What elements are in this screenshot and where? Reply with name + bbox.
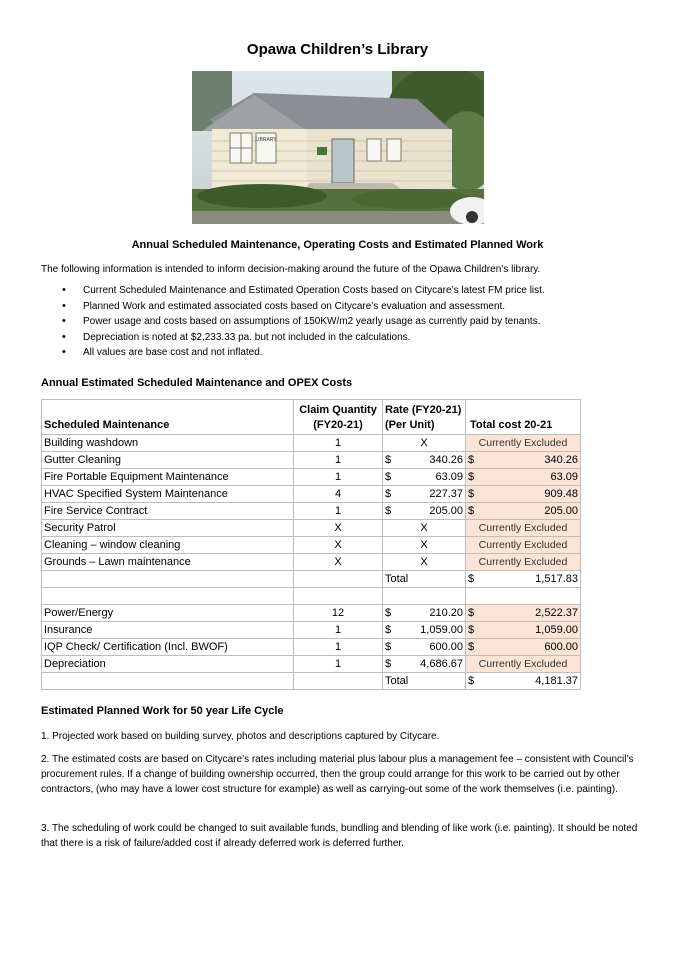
currency-symbol: $ bbox=[385, 453, 392, 466]
rate-amount bbox=[385, 487, 463, 502]
item-name-cell bbox=[42, 537, 294, 554]
excluded-label: Currently Excluded bbox=[478, 657, 568, 670]
total-cell bbox=[466, 656, 581, 673]
quantity-value: 1 bbox=[334, 453, 342, 466]
total-amount bbox=[468, 504, 578, 519]
total-cell bbox=[466, 503, 581, 520]
grand-total-cell bbox=[466, 673, 581, 690]
item-name: Building washdown bbox=[44, 436, 139, 449]
spacer-row bbox=[42, 588, 581, 605]
quantity-cell bbox=[294, 622, 383, 639]
rate-amount bbox=[385, 504, 463, 519]
item-name-cell bbox=[42, 554, 294, 571]
rate-cell bbox=[383, 605, 466, 622]
rate-amount bbox=[385, 470, 463, 485]
quantity-value: 1 bbox=[334, 470, 342, 483]
list-item: • Current Scheduled Maintenance and Estimated Operation Costs based on Citycare’s latest FM price list. bbox=[41, 283, 545, 299]
quantity-value: 1 bbox=[334, 623, 342, 636]
amount-value: 210.20 bbox=[429, 606, 463, 619]
currency-symbol: $ bbox=[468, 572, 475, 585]
quantity-value: 4 bbox=[334, 487, 342, 500]
total-label-cell bbox=[383, 571, 466, 588]
item-name: Power/Energy bbox=[44, 606, 114, 619]
total-row bbox=[42, 673, 581, 690]
table-row bbox=[42, 656, 581, 673]
item-name-cell bbox=[42, 639, 294, 656]
total-cell bbox=[466, 486, 581, 503]
currency-symbol: $ bbox=[468, 470, 475, 483]
list-item: • Planned Work and estimated associated costs based on Citycare’s evaluation and assessment. bbox=[41, 299, 545, 315]
table-header-row bbox=[42, 400, 581, 435]
total-amount bbox=[468, 470, 578, 485]
blank-cell bbox=[42, 571, 294, 588]
total-cell bbox=[466, 435, 581, 452]
blank-cell bbox=[383, 588, 466, 605]
table-row bbox=[42, 622, 581, 639]
amount-value: 205.00 bbox=[544, 504, 578, 517]
currency-symbol: $ bbox=[385, 640, 392, 653]
rate-cell bbox=[383, 435, 466, 452]
total-label: Total bbox=[385, 674, 409, 687]
quantity-value: 12 bbox=[331, 606, 345, 619]
table-row bbox=[42, 520, 581, 537]
excluded-label: Currently Excluded bbox=[478, 555, 568, 568]
rate-value: X bbox=[420, 555, 428, 568]
amount-value: 4,181.37 bbox=[535, 674, 578, 687]
amount-value: 340.26 bbox=[544, 453, 578, 466]
blank-cell bbox=[42, 588, 294, 605]
currency-symbol: $ bbox=[385, 487, 392, 500]
total-cell bbox=[466, 639, 581, 656]
item-name-cell bbox=[42, 435, 294, 452]
section-heading: Annual Scheduled Maintenance, Operating Costs and Estimated Planned Work bbox=[131, 239, 544, 251]
currency-symbol: $ bbox=[385, 504, 392, 517]
blank-cell bbox=[294, 588, 383, 605]
currency-symbol: $ bbox=[468, 640, 475, 653]
table-row bbox=[42, 537, 581, 554]
quantity-value: 1 bbox=[334, 504, 342, 517]
total-cell bbox=[466, 537, 581, 554]
currency-symbol: $ bbox=[468, 623, 475, 636]
currency-symbol: $ bbox=[385, 657, 392, 670]
rate-amount bbox=[385, 657, 463, 672]
item-name-cell bbox=[42, 469, 294, 486]
total-amount bbox=[468, 623, 578, 638]
rate-value: X bbox=[420, 521, 428, 534]
quantity-cell bbox=[294, 554, 383, 571]
quantity-cell bbox=[294, 605, 383, 622]
list-item: • All values are base cost and not inflated. bbox=[41, 345, 545, 361]
grand-total-amount bbox=[468, 674, 578, 689]
header-text: (FY20-21) bbox=[313, 419, 363, 431]
item-name-cell bbox=[42, 622, 294, 639]
rate-cell bbox=[383, 622, 466, 639]
item-name: Security Patrol bbox=[44, 521, 116, 534]
amount-value: 1,059.00 bbox=[535, 623, 578, 636]
total-row bbox=[42, 571, 581, 588]
total-cell bbox=[466, 469, 581, 486]
quantity-cell bbox=[294, 452, 383, 469]
total-cell bbox=[466, 622, 581, 639]
table-row bbox=[42, 605, 581, 622]
currency-symbol: $ bbox=[468, 453, 475, 466]
quantity-value: X bbox=[334, 521, 342, 534]
item-name-cell bbox=[42, 486, 294, 503]
item-name-cell bbox=[42, 503, 294, 520]
quantity-cell bbox=[294, 503, 383, 520]
table-row bbox=[42, 639, 581, 656]
header-text: (Per Unit) bbox=[385, 419, 435, 431]
rate-value: X bbox=[420, 538, 428, 551]
rate-value: X bbox=[420, 436, 428, 449]
total-amount bbox=[468, 487, 578, 502]
currency-symbol: $ bbox=[385, 470, 392, 483]
rate-cell bbox=[383, 554, 466, 571]
item-name-cell bbox=[42, 656, 294, 673]
header-text: Rate (FY20-21) bbox=[385, 404, 462, 416]
rate-cell bbox=[383, 452, 466, 469]
excluded-label: Currently Excluded bbox=[478, 538, 568, 551]
item-name: Insurance bbox=[44, 623, 93, 636]
amount-value: 909.48 bbox=[544, 487, 578, 500]
rate-cell bbox=[383, 639, 466, 656]
paragraph-3: 3. The scheduling of work could be changed to suit available funds, bundling and blending of like work (i.e. painting). It should be noted that there is a risk of failure/added cost if already deferred work is deferred further. bbox=[41, 823, 638, 849]
currency-symbol: $ bbox=[468, 487, 475, 500]
header-scheduled-maintenance: Scheduled Maintenance bbox=[42, 400, 294, 435]
header-claim-quantity bbox=[294, 400, 383, 435]
quantity-cell bbox=[294, 520, 383, 537]
blank-cell bbox=[466, 588, 581, 605]
item-name: Fire Service Contract bbox=[44, 504, 148, 517]
grand-total-cell bbox=[466, 571, 581, 588]
table-row bbox=[42, 452, 581, 469]
item-name-cell bbox=[42, 605, 294, 622]
currency-symbol: $ bbox=[385, 623, 392, 636]
total-cell bbox=[466, 520, 581, 537]
rate-cell bbox=[383, 537, 466, 554]
amount-value: 227.37 bbox=[429, 487, 463, 500]
quantity-value: X bbox=[334, 555, 342, 568]
total-amount bbox=[468, 640, 578, 655]
currency-symbol: $ bbox=[468, 504, 475, 517]
rate-cell bbox=[383, 469, 466, 486]
amount-value: 4,686.67 bbox=[420, 657, 463, 670]
total-label-cell bbox=[383, 673, 466, 690]
quantity-cell bbox=[294, 639, 383, 656]
total-amount bbox=[468, 453, 578, 468]
table-heading: Annual Estimated Scheduled Maintenance and OPEX Costs bbox=[41, 377, 353, 389]
item-name: Depreciation bbox=[44, 657, 106, 670]
library-sign: LIBRARY bbox=[255, 137, 277, 143]
excluded-label: Currently Excluded bbox=[478, 521, 568, 534]
item-name: Grounds – Lawn maintenance bbox=[44, 555, 191, 568]
item-name: IQP Check/ Certification (Incl. BWOF) bbox=[44, 640, 228, 653]
rate-cell bbox=[383, 503, 466, 520]
currency-symbol: $ bbox=[468, 674, 475, 687]
item-name: Cleaning – window cleaning bbox=[44, 538, 181, 551]
header-rate bbox=[383, 400, 466, 435]
amount-value: 63.09 bbox=[435, 470, 463, 483]
amount-value: 340.26 bbox=[429, 453, 463, 466]
total-label: Total bbox=[385, 572, 409, 585]
total-cell bbox=[466, 452, 581, 469]
blank-cell bbox=[294, 673, 383, 690]
header-text: Claim Quantity bbox=[299, 404, 377, 416]
item-name: Fire Portable Equipment Maintenance bbox=[44, 470, 229, 483]
blank-cell bbox=[294, 571, 383, 588]
grand-total-amount bbox=[468, 572, 578, 587]
quantity-cell bbox=[294, 469, 383, 486]
rate-cell bbox=[383, 656, 466, 673]
quantity-value: X bbox=[334, 538, 342, 551]
page-title: Opawa Children’s Library bbox=[246, 41, 429, 58]
amount-value: 1,517.83 bbox=[535, 572, 578, 585]
quantity-value: 1 bbox=[334, 657, 342, 670]
quantity-cell bbox=[294, 656, 383, 673]
amount-value: 1,059.00 bbox=[420, 623, 463, 636]
paragraph-1: 1. Projected work based on building survey, photos and descriptions captured by Citycare. bbox=[41, 731, 440, 742]
cost-table bbox=[41, 399, 581, 690]
table-row bbox=[42, 435, 581, 452]
amount-value: 2,522.37 bbox=[535, 606, 578, 619]
quantity-cell bbox=[294, 486, 383, 503]
rate-cell bbox=[383, 520, 466, 537]
planned-work-heading: Estimated Planned Work for 50 year Life Cycle bbox=[41, 705, 284, 717]
total-cell bbox=[466, 554, 581, 571]
item-name-cell bbox=[42, 452, 294, 469]
rate-amount bbox=[385, 606, 463, 621]
total-amount bbox=[468, 606, 578, 621]
rate-amount bbox=[385, 640, 463, 655]
item-name: Gutter Cleaning bbox=[44, 453, 122, 466]
amount-value: 63.09 bbox=[550, 470, 578, 483]
amount-value: 600.00 bbox=[544, 640, 578, 653]
blank-cell bbox=[42, 673, 294, 690]
list-item: • Power usage and costs based on assumptions of 150KW/m2 yearly usage as currently paid by tenants. bbox=[41, 314, 545, 330]
table-row bbox=[42, 486, 581, 503]
item-name: HVAC Specified System Maintenance bbox=[44, 487, 228, 500]
header-total-cost: Total cost 20-21 bbox=[466, 400, 581, 435]
quantity-value: 1 bbox=[334, 436, 342, 449]
rate-cell bbox=[383, 486, 466, 503]
library-building-photo bbox=[192, 71, 484, 224]
quantity-value: 1 bbox=[334, 640, 342, 653]
currency-symbol: $ bbox=[385, 606, 392, 619]
currency-symbol: $ bbox=[468, 606, 475, 619]
rate-amount bbox=[385, 453, 463, 468]
total-cell bbox=[466, 605, 581, 622]
list-item: • Depreciation is noted at $2,233.33 pa. but not included in the calculations. bbox=[41, 330, 545, 346]
quantity-cell bbox=[294, 537, 383, 554]
table-row bbox=[42, 554, 581, 571]
quantity-cell bbox=[294, 435, 383, 452]
assumptions-list bbox=[41, 283, 545, 361]
table-row bbox=[42, 503, 581, 520]
table-row bbox=[42, 469, 581, 486]
amount-value: 205.00 bbox=[429, 504, 463, 517]
rate-amount bbox=[385, 623, 463, 638]
amount-value: 600.00 bbox=[429, 640, 463, 653]
excluded-label: Currently Excluded bbox=[478, 436, 568, 449]
paragraph-2: 2. The estimated costs are based on Citycare’s rates including material plus labour plus a management fee – consistent with Council’s procurement rules. If a change of building ownership occurred, then the group could arrange for this work to be carried out by other contractors, (who may have a lower cost structure for example) as well as carrying-out some of the work themselves (i.e. painting). bbox=[41, 754, 634, 795]
intro-text: The following information is intended to inform decision-making around the future of the Opawa Children’s library. bbox=[41, 264, 541, 275]
item-name-cell bbox=[42, 520, 294, 537]
